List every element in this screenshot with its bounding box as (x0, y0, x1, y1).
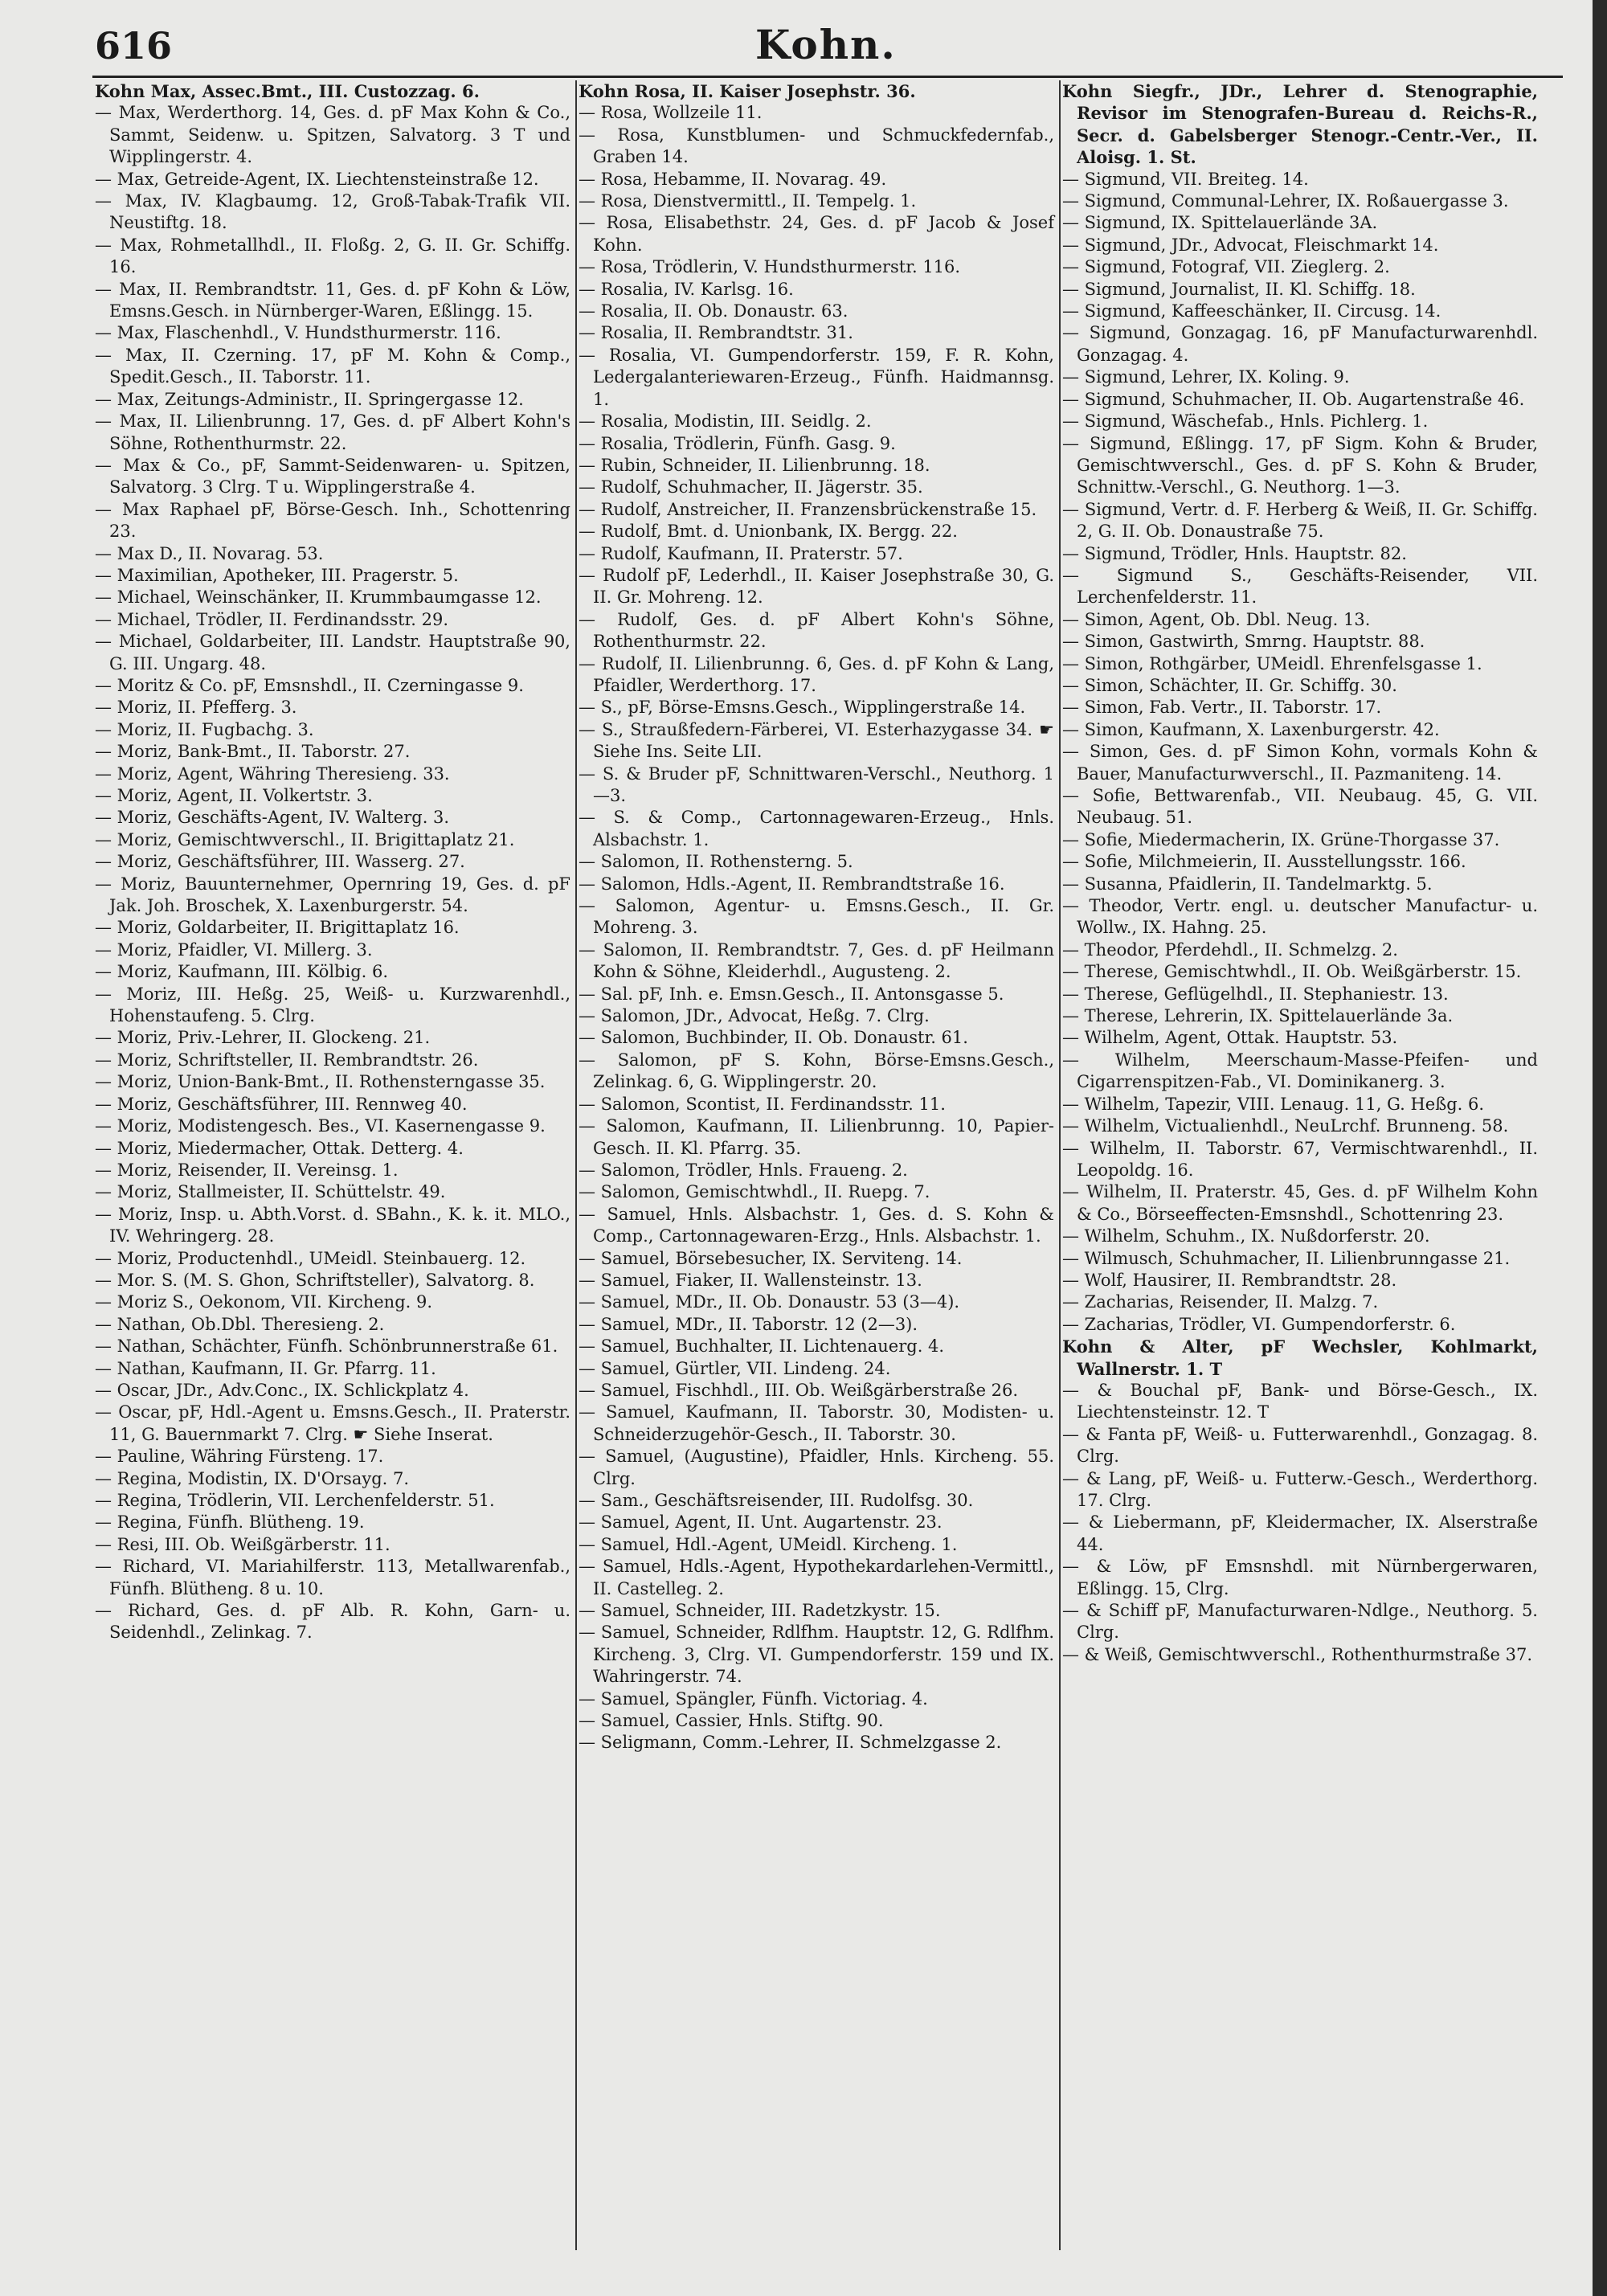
directory-entry: — Salomon, Trödler, Hnls. Fraueng. 2. (579, 1160, 908, 1180)
directory-entry: — Max, II. Czerning. 17, pF M. Kohn & Comp., Spedit.Gesch., II. Taborstr. 11. (95, 345, 570, 387)
directory-entry: — Moriz, Schriftsteller, II. Rembrandtstr. 26. (95, 1050, 479, 1070)
column-rule (575, 80, 577, 2250)
directory-entry: — Sigmund, Vertr. d. F. Herberg & Weiß, II. Gr. Schiffg. 2, G. II. Ob. Donaustraße 75. (1062, 499, 1538, 542)
directory-entry: — Sam., Geschäftsreisender, III. Rudolfsg. 30. (579, 1491, 974, 1510)
directory-entry: — Wilhelm, Tapezir, VIII. Lenaug. 11, G. Heßg. 6. (1062, 1094, 1485, 1114)
directory-entry: — Michael, Trödler, II. Ferdinandsstr. 29. (95, 609, 449, 629)
directory-entry: — Rosa, Kunstblumen- und Schmuckfedernfab., Graben 14. (579, 125, 1054, 167)
directory-entry: — Rudolf, Bmt. d. Unionbank, IX. Bergg. 22. (579, 522, 958, 542)
directory-entry: — S., pF, Börse-Emsns.Gesch., Wipplingerstraße 14. (579, 698, 1026, 718)
column-rule (1059, 80, 1061, 2250)
directory-entry: — Max & Co., pF, Sammt-Seidenwaren- u. Spitzen, Salvatorg. 3 Clrg. T u. Wipplingerstraße 4. (95, 455, 570, 497)
directory-entry: — Samuel, Hnls. Alsbachstr. 1, Ges. d. S. Kohn & Comp., Cartonnagewaren-Erzg., Hnls. Alsbachstr. 1. (579, 1204, 1054, 1246)
directory-entry: — Wilhelm, Schuhm., IX. Nußdorferstr. 20. (1062, 1226, 1430, 1246)
directory-entry: — Sofie, Miedermacherin, IX. Grüne-Thorgasse 37. (1062, 829, 1500, 849)
directory-entry: — Simon, Ges. d. pF Simon Kohn, vormals Kohn & Bauer, Manufacturwverschl., II. Pazmaniteng. 14. (1062, 742, 1538, 784)
directory-entry: — Therese, Gemischtwhdl., II. Ob. Weißgärberstr. 15. (1062, 962, 1522, 982)
directory-entry: — Samuel, Schneider, Rdlfhm. Hauptstr. 12, G. Rdlfhm. Kircheng. 3, Clrg. VI. Gumpendorferstr. 159 und IX. Wahringerstr. 74. (579, 1623, 1054, 1687)
directory-entry: — Moriz, II. Pfefferg. 3. (95, 698, 297, 718)
directory-entry: — Moriz, Union-Bank-Bmt., II. Rothensterngasse 35. (95, 1072, 546, 1092)
directory-entry: — Simon, Kaufmann, X. Laxenburgerstr. 42. (1062, 719, 1440, 739)
directory-entry: — & Schiff pF, Manufacturwaren-Ndlge., Neuthorg. 5. Clrg. (1062, 1601, 1538, 1643)
directory-entry: Kohn Rosa, II. Kaiser Josephstr. 36. (579, 81, 916, 101)
directory-entry: — Sigmund, VII. Breiteg. 14. (1062, 169, 1309, 189)
directory-entry: — Samuel, Hdl.-Agent, UMeidl. Kircheng. 1. (579, 1534, 958, 1554)
directory-entry: — Sigmund, Trödler, Hnls. Hauptstr. 82. (1062, 543, 1407, 563)
directory-entry: — Samuel, Börsebesucher, IX. Serviteng. 14. (579, 1248, 963, 1268)
directory-entry: — Max, IV. Klagbaumg. 12, Groß-Tabak-Trafik VII. Neustiftg. 18. (95, 191, 570, 233)
column-1 (95, 80, 570, 1644)
directory-entry: — Salomon, Buchbinder, II. Ob. Donaustr. 61. (579, 1028, 968, 1048)
directory-entry: — S. & Comp., Cartonnagewaren-Erzeug., Hnls. Alsbachstr. 1. (579, 808, 1054, 849)
directory-entry: — Nathan, Ob.Dbl. Theresieng. 2. (95, 1314, 385, 1334)
directory-entry: — Simon, Agent, Ob. Dbl. Neug. 13. (1062, 609, 1371, 629)
directory-entry: — Samuel, Cassier, Hnls. Stiftg. 90. (579, 1711, 884, 1731)
directory-entry: — Moriz, Pfaidler, VI. Millerg. 3. (95, 939, 373, 960)
directory-entry: — & Liebermann, pF, Kleidermacher, IX. Alserstraße 44. (1062, 1512, 1538, 1554)
directory-entry: — S., Straußfedern-Färberei, VI. Esterhazygasse 34. ☛ Siehe Ins. Seite LII. (579, 719, 1054, 762)
directory-entry: — Max, II. Lilienbrunng. 17, Ges. d. pF Albert Kohn's Söhne, Rothenthurmstr. 22. (95, 411, 570, 453)
directory-entry: — Max, Flaschenhdl., V. Hundsthurmerstr. 116. (95, 323, 501, 343)
directory-entry: — Simon, Gastwirth, Smrng. Hauptstr. 88. (1062, 632, 1425, 652)
directory-entry: — Moriz, Reisender, II. Vereinsg. 1. (95, 1160, 399, 1180)
directory-entry: — Samuel, Gürtler, VII. Lindeng. 24. (579, 1358, 891, 1378)
directory-entry: — Regina, Trödlerin, VII. Lerchenfelderstr. 51. (95, 1491, 495, 1510)
directory-entry: — Sigmund, Journalist, II. Kl. Schiffg. 18. (1062, 279, 1416, 299)
directory-entry: — Moriz, II. Fugbachg. 3. (95, 719, 314, 739)
directory-entry: — Sigmund, Eßlingg. 17, pF Sigm. Kohn & Bruder, Gemischtwverschl., Ges. d. pF S. Kohn & Bruder, Schnittw.-Verschl., G. Neuthorg. 1—3. (1062, 433, 1538, 497)
directory-entry: — Rosa, Hebamme, II. Novarag. 49. (579, 169, 887, 189)
directory-entry: — Simon, Fab. Vertr., II. Taborstr. 17. (1062, 698, 1382, 718)
directory-entry: — Richard, VI. Mariahilferstr. 113, Metallwarenfab., Fünfh. Blütheng. 8 u. 10. (95, 1557, 570, 1598)
directory-entry: — & Löw, pF Emsnshdl. mit Nürnbergerwaren, Eßlingg. 15, Clrg. (1062, 1557, 1538, 1598)
directory-entry: — Salomon, II. Rembrandtstr. 7, Ges. d. pF Heilmann Kohn & Söhne, Kleiderhdl., Augusteng. 2. (579, 939, 1054, 982)
directory-entry: — Moriz, Agent, Währing Theresieng. 33. (95, 763, 450, 784)
directory-entry: — Moriz, Kaufmann, III. Kölbig. 6. (95, 962, 389, 982)
directory-entry: — Wilhelm, Meerschaum-Masse-Pfeifen- und Cigarrenspitzen-Fab., VI. Dominikanerg. 3. (1062, 1050, 1538, 1092)
directory-entry: — Richard, Ges. d. pF Alb. R. Kohn, Garn- u. Seidenhdl., Zelinkag. 7. (95, 1601, 570, 1643)
directory-entry: — Moriz, Gemischtwverschl., II. Brigittaplatz 21. (95, 829, 515, 849)
directory-entry: — Rudolf pF, Lederhdl., II. Kaiser Josephstraße 30, G. II. Gr. Mohreng. 12. (579, 565, 1054, 608)
directory-entry: — Moriz, Modistengesch. Bes., VI. Kasernengasse 9. (95, 1116, 546, 1136)
directory-entry: — Moriz, Geschäfts-Agent, IV. Walterg. 3. (95, 808, 450, 828)
directory-entry: — Moriz, Agent, II. Volkertstr. 3. (95, 786, 373, 805)
directory-entry: — Therese, Geflügelhdl., II. Stephaniestr. 13. (1062, 984, 1449, 1004)
directory-entry: — Samuel, Fischhdl., III. Ob. Weißgärberstraße 26. (579, 1380, 1019, 1400)
directory-entry: — Sigmund, Gonzagag. 16, pF Manufacturwarenhdl. Gonzagag. 4. (1062, 323, 1538, 365)
directory-entry: — Moriz, Geschäftsführer, III. Wasserg. 27. (95, 852, 465, 872)
directory-entry: — Max, Getreide-Agent, IX. Liechtensteinstraße 12. (95, 169, 539, 189)
directory-entry: — Rosa, Dienstvermittl., II. Tempelg. 1. (579, 191, 917, 211)
directory-entry: — Moriz, Bauunternehmer, Opernring 19, Ges. d. pF Jak. Joh. Broschek, X. Laxenburgerstr. 54. (95, 874, 570, 916)
directory-entry: — Nathan, Schächter, Fünfh. Schönbrunnerstraße 61. (95, 1336, 558, 1357)
directory-entry: — & Weiß, Gemischtwverschl., Rothenthurmstraße 37. (1062, 1644, 1532, 1664)
directory-entry: — Sigmund, Schuhmacher, II. Ob. Augartenstraße 46. (1062, 389, 1525, 409)
directory-entry: — Moriz, Priv.-Lehrer, II. Glockeng. 21. (95, 1028, 431, 1048)
directory-entry: Kohn & Alter, pF Wechsler, Kohlmarkt, Wallnerstr. 1. T (1062, 1336, 1538, 1379)
directory-entry: Kohn Max, Assec.Bmt., III. Custozzag. 6. (95, 81, 480, 101)
directory-entry: — Samuel, Fiaker, II. Wallensteinstr. 13. (579, 1270, 922, 1290)
directory-entry: — Sigmund, Wäschefab., Hnls. Pichlerg. 1. (1062, 411, 1429, 432)
directory-entry: — Michael, Goldarbeiter, III. Landstr. Hauptstraße 90, G. III. Ungarg. 48. (95, 632, 570, 673)
directory-entry: — Therese, Lehrerin, IX. Spittelauerlände 3a. (1062, 1006, 1454, 1026)
directory-entry: — Theodor, Vertr. engl. u. deutscher Manufactur- u. Wollw., IX. Hahng. 25. (1062, 896, 1538, 938)
directory-entry: — Salomon, Scontist, II. Ferdinandsstr. 11. (579, 1094, 946, 1114)
directory-entry: — Salomon, Gemischtwhdl., II. Ruepg. 7. (579, 1182, 930, 1202)
directory-entry: — Samuel, (Augustine), Pfaidler, Hnls. Kircheng. 55. Clrg. (579, 1447, 1054, 1488)
directory-entry: — Salomon, pF S. Kohn, Börse-Emsns.Gesch., Zelinkag. 6, G. Wipplingerstr. 20. (579, 1050, 1054, 1092)
directory-entry: — Samuel, Hdls.-Agent, Hypothekardarlehen-Vermittl., II. Castelleg. 2. (579, 1557, 1054, 1598)
directory-entry: — Wilhelm, Agent, Ottak. Hauptstr. 53. (1062, 1028, 1398, 1048)
directory-entry: — Rudolf, Kaufmann, II. Praterstr. 57. (579, 543, 903, 563)
page-number: 616 (95, 24, 173, 68)
directory-entry: — Simon, Rothgärber, UMeidl. Ehrenfelsgasse 1. (1062, 653, 1482, 673)
directory-entry: — Moriz, III. Heßg. 25, Weiß- u. Kurzwarenhdl., Hohenstaufeng. 5. Clrg. (95, 984, 570, 1026)
directory-entry: — Sigmund, JDr., Advocat, Fleischmarkt 14. (1062, 235, 1439, 255)
directory-entry: — Mor. S. (M. S. Ghon, Schriftsteller), Salvatorg. 8. (95, 1270, 535, 1290)
directory-entry: — Rosa, Wollzeile 11. (579, 103, 763, 123)
directory-entry: — Resi, III. Ob. Weißgärberstr. 11. (95, 1534, 391, 1554)
directory-entry: — Rosalia, Trödlerin, Fünfh. Gasg. 9. (579, 433, 896, 453)
directory-entry: — Moriz, Goldarbeiter, II. Brigittaplatz 16. (95, 918, 460, 938)
directory-entry: — Sigmund, Kaffeeschänker, II. Circusg. 14. (1062, 301, 1441, 321)
directory-entry: — Max, II. Rembrandtstr. 11, Ges. d. pF Kohn & Löw, Emsns.Gesch. in Nürnberger-Waren, Eßlingg. 15. (95, 279, 570, 321)
directory-entry: — Samuel, Kaufmann, II. Taborstr. 30, Modisten- u. Schneiderzugehör-Gesch., II. Taborstr. 30. (579, 1402, 1054, 1444)
directory-entry: — Moriz, Geschäftsführer, III. Rennweg 40. (95, 1094, 468, 1114)
directory-entry: — & Fanta pF, Weiß- u. Futterwarenhdl., Gonzagag. 8. Clrg. (1062, 1424, 1538, 1467)
directory-entry: — Moriz, Stallmeister, II. Schüttelstr. 49. (95, 1182, 446, 1202)
directory-entry: — Susanna, Pfaidlerin, II. Tandelmarktg. 5. (1062, 874, 1433, 894)
directory-entry: — Regina, Fünfh. Blütheng. 19. (95, 1512, 365, 1533)
directory-entry: — Seligmann, Comm.-Lehrer, II. Schmelzgasse 2. (579, 1733, 1002, 1753)
directory-entry: — Zacharias, Reisender, II. Malzg. 7. (1062, 1292, 1379, 1312)
directory-entry: — Nathan, Kaufmann, II. Gr. Pfarrg. 11. (95, 1358, 436, 1378)
directory-entry: — Moriz, Bank-Bmt., II. Taborstr. 27. (95, 742, 411, 762)
directory-entry: — Rosalia, II. Ob. Donaustr. 63. (579, 301, 848, 321)
directory-entry: — Michael, Weinschänker, II. Krummbaumgasse 12. (95, 587, 542, 608)
directory-entry: — Wilhelm, II. Praterstr. 45, Ges. d. pF Wilhelm Kohn & Co., Börseeffecten-Emsnshdl., Schottenring 23. (1062, 1182, 1538, 1224)
directory-entry: — Rosalia, IV. Karlsg. 16. (579, 279, 794, 299)
column-2 (579, 80, 1054, 1754)
directory-entry: — Zacharias, Trödler, VI. Gumpendorferstr. 6. (1062, 1314, 1456, 1334)
directory-entry: — Sigmund S., Geschäfts-Reisender, VII. Lerchenfelderstr. 11. (1062, 565, 1538, 608)
directory-entry: — Max, Rohmetallhdl., II. Floßg. 2, G. II. Gr. Schiffg. 16. (95, 235, 570, 277)
directory-entry: — Moriz S., Oekonom, VII. Kircheng. 9. (95, 1292, 433, 1312)
directory-entry: — Sigmund, Fotograf, VII. Zieglerg. 2. (1062, 257, 1390, 277)
directory-entry: — Oscar, pF, Hdl.-Agent u. Emsns.Gesch., II. Praterstr. 11, G. Bauernmarkt 7. Clrg. ☛ Siehe Inserat. (95, 1402, 570, 1444)
directory-entry: — Samuel, Spängler, Fünfh. Victoriag. 4. (579, 1688, 928, 1709)
directory-entry: — Wilhelm, Victualienhdl., NeuLrchf. Brunneng. 58. (1062, 1116, 1509, 1136)
directory-entry: — Maximilian, Apotheker, III. Pragerstr. 5. (95, 565, 459, 585)
directory-entry: — S. & Bruder pF, Schnittwaren-Verschl., Neuthorg. 1—3. (579, 763, 1054, 805)
running-head: Kohn. (755, 21, 897, 68)
directory-entry: — & Bouchal pF, Bank- und Börse-Gesch., IX. Liechtensteinstr. 12. T (1062, 1380, 1538, 1422)
directory-entry: — Rosalia, II. Rembrandtstr. 31. (579, 323, 853, 343)
header-rule (92, 76, 1563, 78)
directory-entry: — Moriz, Insp. u. Abth.Vorst. d. SBahn., K. k. it. MLO., IV. Wehringerg. 28. (95, 1204, 570, 1246)
directory-entry: — Oscar, JDr., Adv.Conc., IX. Schlickplatz 4. (95, 1380, 469, 1400)
directory-entry: — Max Raphael pF, Börse-Gesch. Inh., Schottenring 23. (95, 499, 570, 542)
directory-entry: — Rosa, Elisabethstr. 24, Ges. d. pF Jacob & Josef Kohn. (579, 213, 1054, 255)
directory-entry: — Salomon, Kaufmann, II. Lilienbrunng. 10, Papier-Gesch. II. Kl. Pfarrg. 35. (579, 1116, 1054, 1158)
column-3 (1062, 80, 1538, 1666)
directory-entry: — Simon, Schächter, II. Gr. Schiffg. 30. (1062, 675, 1397, 695)
directory-entry: — Rubin, Schneider, II. Lilienbrunng. 18. (579, 455, 930, 475)
directory-entry: — Samuel, Buchhalter, II. Lichtenauerg. 4. (579, 1336, 945, 1357)
directory-entry: — Rudolf, Schuhmacher, II. Jägerstr. 35. (579, 477, 923, 497)
directory-entry: — Salomon, Hdls.-Agent, II. Rembrandtstraße 16. (579, 874, 1005, 894)
directory-entry: — Rosalia, VI. Gumpendorferstr. 159, F. R. Kohn, Ledergalanteriewaren-Erzeug., Fünfh. Haidmannsg. 1. (579, 345, 1054, 409)
directory-entry: — Rudolf, Ges. d. pF Albert Kohn's Söhne, Rothenthurmstr. 22. (579, 609, 1054, 652)
directory-entry: — Sigmund, IX. Spittelauerlände 3A. (1062, 213, 1378, 233)
directory-entry: — Max, Zeitungs-Administr., II. Springergasse 12. (95, 389, 524, 409)
directory-entry: — & Lang, pF, Weiß- u. Futterw.-Gesch., Werderthorg. 17. Clrg. (1062, 1468, 1538, 1510)
directory-entry: — Rudolf, Anstreicher, II. Franzensbrückenstraße 15. (579, 499, 1037, 519)
directory-entry: — Rosa, Trödlerin, V. Hundsthurmerstr. 116. (579, 257, 961, 277)
directory-entry: — Regina, Modistin, IX. D'Orsayg. 7. (95, 1468, 410, 1488)
directory-entry: Kohn Siegfr., JDr., Lehrer d. Stenographie, Revisor im Stenografen-Bureau d. Reichs-R., Secr. d. Gabelsberger Stenogr.-Centr.-Ver., II. Aloisg. 1. St. (1062, 81, 1538, 168)
directory-entry: — Samuel, Schneider, III. Radetzkystr. 15. (579, 1601, 941, 1621)
directory-entry: — Salomon, II. Rothensterng. 5. (579, 852, 853, 872)
directory-entry: — Samuel, Agent, II. Unt. Augartenstr. 23. (579, 1512, 943, 1533)
directory-entry: — Pauline, Währing Fürsteng. 17. (95, 1447, 384, 1467)
directory-entry: — Rosalia, Modistin, III. Seidlg. 2. (579, 411, 872, 432)
directory-entry: — Salomon, Agentur- u. Emsns.Gesch., II. Gr. Mohreng. 3. (579, 896, 1054, 938)
directory-entry: — Moritz & Co. pF, Emsnshdl., II. Czerningasse 9. (95, 675, 524, 695)
directory-entry: — Wilmusch, Schuhmacher, II. Lilienbrunngasse 21. (1062, 1248, 1511, 1268)
directory-entry: — Salomon, JDr., Advocat, Heßg. 7. Clrg. (579, 1006, 930, 1026)
directory-entry: — Moriz, Productenhdl., UMeidl. Steinbauerg. 12. (95, 1248, 526, 1268)
directory-entry: — Sofie, Bettwarenfab., VII. Neubaug. 45, G. VII. Neubaug. 51. (1062, 786, 1538, 828)
directory-entry: — Max D., II. Novarag. 53. (95, 543, 324, 563)
directory-entry: — Max, Werderthorg. 14, Ges. d. pF Max Kohn & Co., Sammt, Seidenw. u. Spitzen, Salvatorg. 3 T und Wipplingerstr. 4. (95, 103, 570, 167)
directory-entry: — Wilhelm, II. Taborstr. 67, Vermischtwarenhdl., II. Leopoldg. 16. (1062, 1138, 1538, 1180)
directory-entry: — Samuel, MDr., II. Taborstr. 12 (2—3). (579, 1314, 918, 1334)
directory-entry: — Rudolf, II. Lilienbrunng. 6, Ges. d. pF Kohn & Lang, Pfaidler, Werderthorg. 17. (579, 653, 1054, 695)
page-edge-shadow (1593, 0, 1607, 2296)
directory-entry: — Samuel, MDr., II. Ob. Donaustr. 53 (3—4). (579, 1292, 960, 1312)
directory-entry: — Theodor, Pferdehdl., II. Schmelzg. 2. (1062, 939, 1398, 960)
directory-entry: — Moriz, Miedermacher, Ottak. Detterg. 4. (95, 1138, 464, 1158)
directory-entry: — Wolf, Hausirer, II. Rembrandtstr. 28. (1062, 1270, 1397, 1290)
directory-entry: — Sigmund, Lehrer, IX. Koling. 9. (1062, 367, 1350, 387)
directory-entry: — Sigmund, Communal-Lehrer, IX. Roßauergasse 3. (1062, 191, 1509, 211)
directory-entry: — Sofie, Milchmeierin, II. Ausstellungsstr. 166. (1062, 852, 1466, 872)
directory-entry: — Sal. pF, Inh. e. Emsn.Gesch., II. Antonsgasse 5. (579, 984, 1004, 1004)
